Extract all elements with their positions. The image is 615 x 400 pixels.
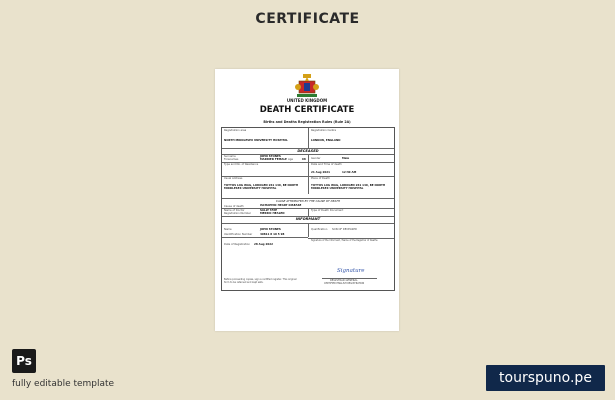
gender-value: Male <box>342 156 350 160</box>
age-value: 68 <box>302 157 306 161</box>
editable-caption: fully editable template <box>12 379 115 389</box>
registration-area-label: Registration area <box>224 129 247 132</box>
cause-label: Cause of death <box>224 205 244 208</box>
photoshop-icon: Ps <box>12 349 36 373</box>
type-of-residence-label: Type and No. of Residence <box>224 163 259 166</box>
royal-crest-icon <box>295 73 319 99</box>
document-subtitle: Births and Deaths Registration Rules (Rule 2A) <box>263 120 351 124</box>
surname-value: JOHN STONES <box>260 154 281 158</box>
informant-name-value: JOHN STONES <box>260 227 281 231</box>
forenames-value: MARRIED FEMALE <box>260 157 287 161</box>
qualification-value: SON OF DECEASED <box>332 228 357 231</box>
time-of-death: 12:30 AM <box>342 170 357 174</box>
doctor-value: SALLY TAYE <box>260 207 278 212</box>
deceased-section: DECEASED <box>297 148 319 153</box>
date-of-death: 21 Aug 2021 <box>311 170 331 174</box>
country-name: UNITED KINGDOM <box>286 98 328 103</box>
date-time-of-death-label: Date and Time of death <box>311 163 342 166</box>
usual-address-label: Usual Address <box>224 177 243 180</box>
date-of-registration-value: 28 Aug 2022 <box>254 242 274 246</box>
gender-label: Gender <box>311 157 321 160</box>
surname-label: Surname <box>224 155 236 158</box>
document-title: DEATH CERTIFICATE <box>259 105 355 115</box>
qualification-label: Qualification <box>311 228 328 231</box>
brand-logo: tourspuno.pe <box>486 365 605 391</box>
registration-centre-value: LONDON, ENGLAND <box>311 138 341 142</box>
cause-heading: CAUSE ATTRIBUTED BY THE CAUSE OF DEATH <box>275 199 341 203</box>
informant-name-label: Name <box>224 228 232 231</box>
cause-value: ISCHAEMIC HEART DISEASE <box>260 203 302 207</box>
certificate-form <box>221 127 395 291</box>
page-title: CERTIFICATE <box>255 11 360 27</box>
registrar-signature: Signature <box>337 268 365 274</box>
certificate-page <box>215 69 399 331</box>
registrar-role: CERTIFIED ENGLISH REGISTRATION <box>324 282 365 285</box>
identification-label: Identification Number <box>224 233 253 236</box>
place-of-death-label: Place of Death <box>311 177 330 180</box>
place-of-death-value: TOTTOS LOG WAG, LOROGEN 261 140, BE NORTH MIDDLESEX UNIVERSITY HOSPITAL <box>311 183 386 190</box>
registration-area-value: NORTH MIDDLESEX UNIVERSITY HOSPITAL <box>224 138 288 142</box>
informant-signature-label: Signature of the Informant / Name of the Registrar of Deaths <box>311 239 378 242</box>
identification-value: 49811 8 10 5 98 <box>260 232 285 236</box>
declaration-text: Before proceeding copies, sign a certified register. This original form to be retained and kept safe. <box>224 278 297 284</box>
registration-number-value: MERRIC HEALEN <box>260 211 285 215</box>
doctor-label: Name of Doctor <box>224 208 245 212</box>
forenames-label: Forenames <box>224 158 239 161</box>
type-of-death-document-label: Type of Death Document <box>311 208 344 212</box>
age-label: Age <box>288 158 294 161</box>
usual-address-value: TOTTOS LOG WAG, LOROGEN 261 140, BE NORTH MIDDLESEX UNIVERSITY HOSPITAL <box>224 183 299 190</box>
registrar-name: REGISTRAR GENERAL <box>330 279 358 282</box>
informant-section: INFORMANT <box>295 216 321 221</box>
registration-number-label: Registration Number <box>224 212 251 215</box>
registration-centre-label: Registration Centre <box>311 129 337 132</box>
date-of-registration-label: Date of Registration <box>224 243 250 246</box>
